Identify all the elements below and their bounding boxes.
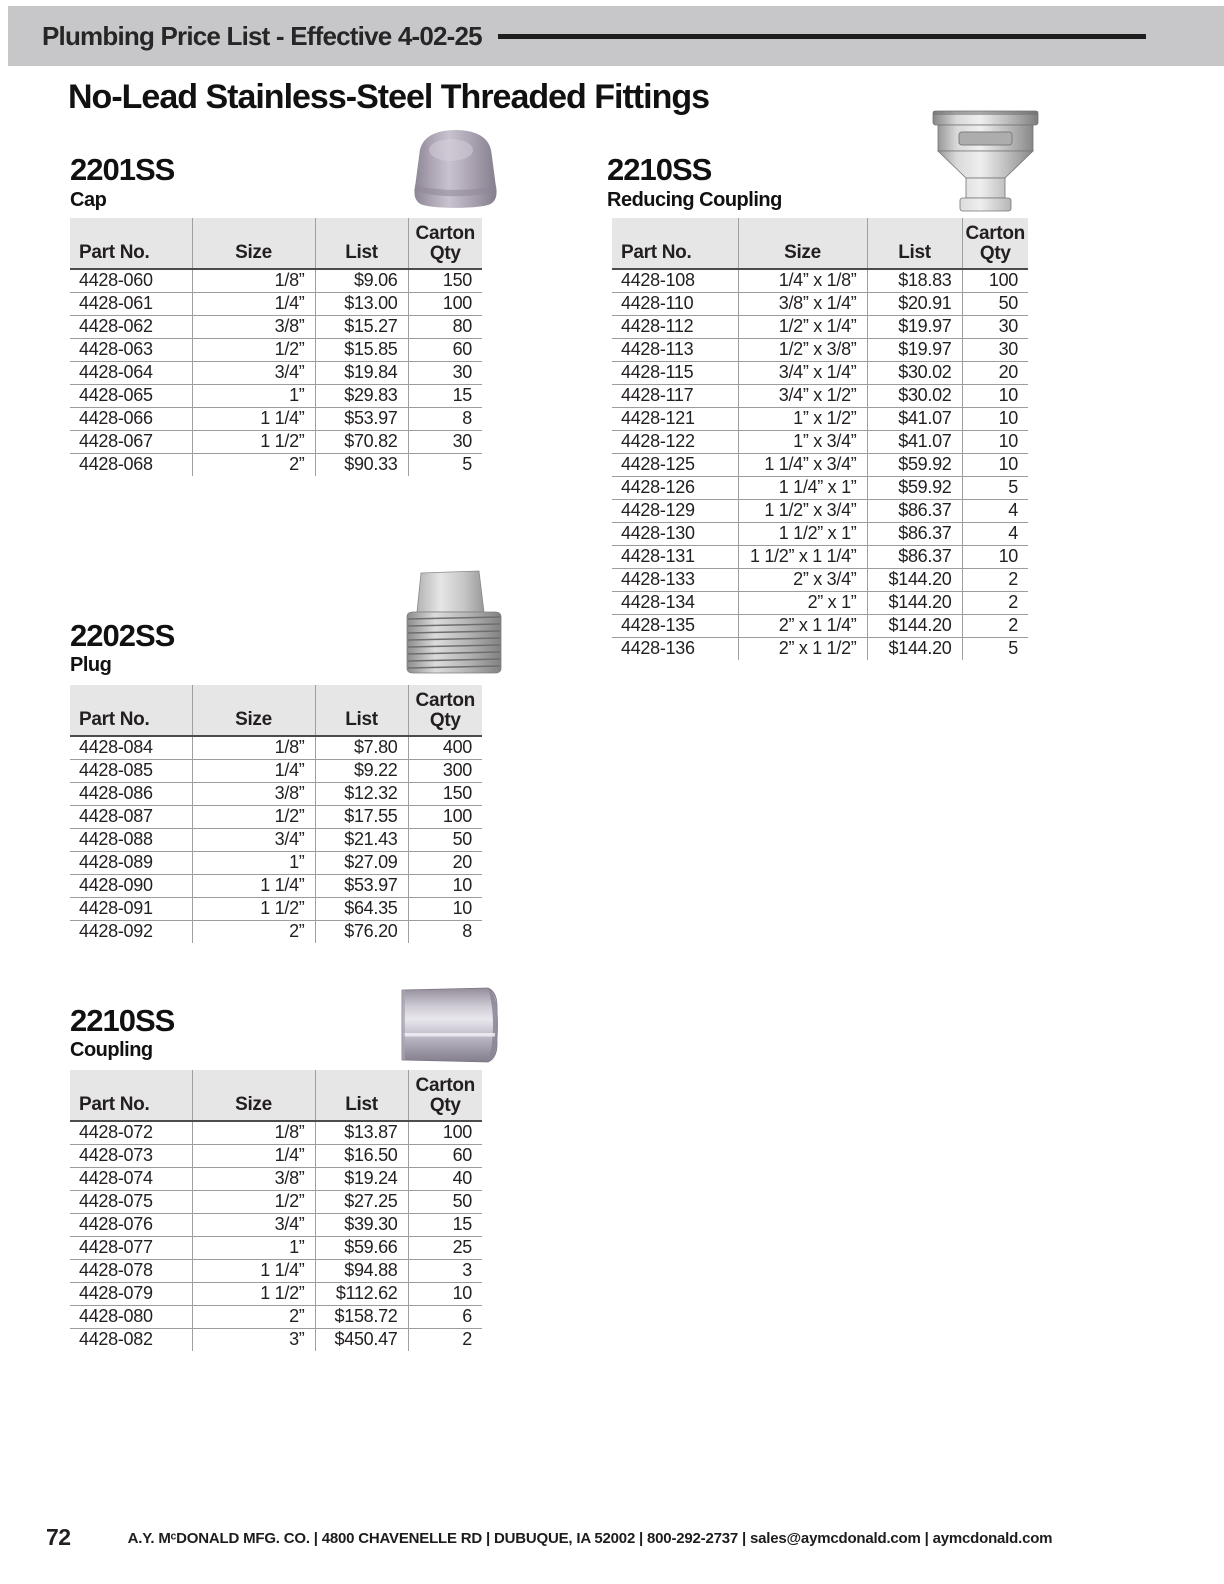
- table-cell: $53.97: [315, 874, 408, 897]
- table-cell: 4428-085: [70, 759, 192, 782]
- table-cell: $64.35: [315, 897, 408, 920]
- table-body: [612, 269, 1028, 660]
- table-cell: 30: [408, 361, 482, 384]
- table-cell: 4428-080: [70, 1305, 192, 1328]
- table-cell: 5: [962, 476, 1028, 499]
- table-cell: 1”: [192, 384, 315, 407]
- table-cell: $450.47: [315, 1328, 408, 1351]
- table-cell: $13.00: [315, 292, 408, 315]
- product-name-plug: Plug: [70, 654, 112, 676]
- table-cell: 2” x 1 1/4”: [738, 614, 867, 637]
- page-number: 72: [46, 1524, 71, 1550]
- table-row: [612, 269, 1028, 292]
- table-cell: 2”: [192, 920, 315, 943]
- table-cell: 4428-112: [612, 315, 738, 338]
- reducing-coupling-price-table: [612, 218, 1028, 660]
- table-cell: $19.24: [315, 1167, 408, 1190]
- table-cell: 50: [408, 828, 482, 851]
- table-cell: 4428-063: [70, 338, 192, 361]
- table-cell: $16.50: [315, 1144, 408, 1167]
- table-cell: 15: [408, 1213, 482, 1236]
- table-cell: $53.97: [315, 407, 408, 430]
- table-cell: 20: [962, 361, 1028, 384]
- product-name-coupling: Coupling: [70, 1039, 153, 1061]
- coupling-product-image: [398, 986, 500, 1064]
- table-cell: $18.83: [867, 269, 962, 292]
- table-header-row: [70, 685, 482, 736]
- table-cell: 3/4”: [192, 361, 315, 384]
- table-cell: 1 1/2” x 1 1/4”: [738, 545, 867, 568]
- table-row: [612, 545, 1028, 568]
- table-row: [70, 736, 482, 759]
- column-header-part-no: Part No.: [70, 218, 192, 269]
- table-cell: 15: [408, 384, 482, 407]
- table-cell: 4428-065: [70, 384, 192, 407]
- table-cell: 1 1/2” x 3/4”: [738, 499, 867, 522]
- model-number-reducing-coupling: 2210SS: [607, 152, 712, 187]
- table-cell: 4428-113: [612, 338, 738, 361]
- table-header-row: [70, 218, 482, 269]
- table-row: [612, 637, 1028, 660]
- column-header-carton-qty: [962, 218, 1028, 269]
- table-cell: 1/8”: [192, 269, 315, 292]
- table-cell: 4428-088: [70, 828, 192, 851]
- table-cell: 3/8”: [192, 1167, 315, 1190]
- table-cell: 10: [408, 874, 482, 897]
- table-cell: 4428-082: [79, 1329, 153, 1350]
- table-cell: 4428-136: [621, 638, 695, 659]
- column-header-carton: Carton: [415, 223, 475, 244]
- table-cell: $19.84: [315, 361, 408, 384]
- table-cell: 4428-117: [612, 384, 738, 407]
- table-cell: 4428-072: [70, 1121, 192, 1144]
- table-header: [612, 218, 1028, 269]
- column-header-size: Size: [192, 1070, 315, 1121]
- table-cell: 4428-076: [70, 1213, 192, 1236]
- table-cell: 4428-078: [70, 1259, 192, 1282]
- product-name-reducing-coupling: Reducing Coupling: [607, 189, 782, 211]
- header-rule-line: [498, 34, 1146, 39]
- table-cell: 4428-075: [70, 1190, 192, 1213]
- column-header-list: List: [867, 218, 962, 269]
- table-cell: $41.07: [867, 407, 962, 430]
- table-row: [70, 1236, 482, 1259]
- table-cell: 4428-090: [70, 874, 192, 897]
- column-header-list: List: [315, 218, 408, 269]
- table-row: [612, 453, 1028, 476]
- table-cell: 4428-074: [70, 1167, 192, 1190]
- table-row: [70, 851, 482, 874]
- table-row: [70, 828, 482, 851]
- table-cell: 400: [408, 736, 482, 759]
- table-cell: 10: [408, 1282, 482, 1305]
- table-cell: 4428-089: [70, 851, 192, 874]
- table-cell: 1/2”: [192, 805, 315, 828]
- table-cell: 2” x 3/4”: [738, 568, 867, 591]
- table-cell: 3/8”: [192, 782, 315, 805]
- table-row: [612, 407, 1028, 430]
- table-row: [70, 430, 482, 453]
- table-cell: $13.87: [315, 1121, 408, 1144]
- table-cell: 4428-134: [612, 591, 738, 614]
- table-cell: $17.55: [315, 805, 408, 828]
- table-cell: $27.09: [315, 851, 408, 874]
- table-cell: $15.27: [315, 315, 408, 338]
- table-cell: $144.20: [867, 591, 962, 614]
- table-cell: 1/8”: [192, 736, 315, 759]
- table-row: [612, 292, 1028, 315]
- table-row: [612, 522, 1028, 545]
- table-cell: 4428-073: [70, 1144, 192, 1167]
- table-row: [70, 338, 482, 361]
- table-cell: 10: [962, 430, 1028, 453]
- reducing-coupling-product-image: [928, 106, 1043, 213]
- page-title: No-Lead Stainless-Steel Threaded Fittings: [68, 78, 710, 116]
- table-row: [70, 920, 482, 943]
- table-cell: 4428-084: [70, 736, 192, 759]
- table-cell: 2”: [192, 1305, 315, 1328]
- table-cell: 1 1/4”: [192, 874, 315, 897]
- table-cell: 4428-131: [612, 545, 738, 568]
- table-cell: 6: [408, 1305, 482, 1328]
- table-cell: 1/2” x 3/8”: [738, 338, 867, 361]
- table-cell: 10: [962, 545, 1028, 568]
- plug-price-table: [70, 685, 482, 943]
- table-cell: 50: [962, 292, 1028, 315]
- table-cell: 4428-062: [70, 315, 192, 338]
- table-cell: 2”: [192, 453, 315, 476]
- table-cell: $86.37: [867, 545, 962, 568]
- table-cell: 30: [962, 315, 1028, 338]
- table-row: [70, 759, 482, 782]
- table-cell: $19.97: [867, 338, 962, 361]
- table-cell: 1 1/4”: [192, 1259, 315, 1282]
- table-row: [612, 315, 1028, 338]
- table-cell: 4428-108: [612, 269, 738, 292]
- table-cell: $144.20: [867, 637, 962, 660]
- table-cell: 40: [408, 1167, 482, 1190]
- table-cell: 8: [408, 920, 482, 943]
- table-cell: 10: [962, 384, 1028, 407]
- table-row: [70, 292, 482, 315]
- product-name-cap: Cap: [70, 189, 107, 211]
- table-cell: 100: [408, 805, 482, 828]
- table-cell: 4428-091: [70, 897, 192, 920]
- table-cell: $86.37: [867, 499, 962, 522]
- table-cell: $30.02: [867, 361, 962, 384]
- table-cell: 4428-060: [70, 269, 192, 292]
- table-cell: $94.88: [315, 1259, 408, 1282]
- table-cell: $15.85: [315, 338, 408, 361]
- table-cell: 3”: [192, 1328, 315, 1351]
- table-cell: 4: [962, 522, 1028, 545]
- table-cell: $144.20: [867, 614, 962, 637]
- top-bar: [8, 6, 1224, 66]
- table-row: [70, 897, 482, 920]
- table-cell: 4428-121: [612, 407, 738, 430]
- table-cell: $158.72: [315, 1305, 408, 1328]
- model-number-cap: 2201SS: [70, 152, 175, 187]
- table-cell: 100: [408, 1121, 482, 1144]
- table-cell: 4428-086: [70, 782, 192, 805]
- table-cell: 4428-110: [612, 292, 738, 315]
- table-cell: 50: [408, 1190, 482, 1213]
- table-cell: 1 1/2”: [192, 430, 315, 453]
- column-header-carton-qty: [408, 685, 482, 736]
- table-body: [70, 1121, 482, 1351]
- table-cell: 5: [408, 453, 482, 476]
- table-cell: 3/8”: [192, 315, 315, 338]
- table-cell: $86.37: [867, 522, 962, 545]
- coupling-price-table: [70, 1070, 482, 1351]
- table-cell: 4428-126: [612, 476, 738, 499]
- table-cell: 300: [408, 759, 482, 782]
- column-header-part-no: Part No.: [70, 1070, 192, 1121]
- table-cell: 4428-135: [612, 614, 738, 637]
- table-row: [612, 568, 1028, 591]
- table-cell: 150: [408, 269, 482, 292]
- table-row: [70, 1259, 482, 1282]
- table-cell: 4428-061: [70, 292, 192, 315]
- table-cell: 4428-079: [70, 1282, 192, 1305]
- table-row: [70, 315, 482, 338]
- table-cell: $9.22: [315, 759, 408, 782]
- column-header-part-no: Part No.: [612, 218, 738, 269]
- table-header: [70, 1070, 482, 1121]
- model-number-plug: 2202SS: [70, 618, 175, 653]
- table-cell: $12.32: [315, 782, 408, 805]
- table-cell: 8: [408, 407, 482, 430]
- table-cell: 4428-092: [79, 921, 153, 942]
- table-cell: 3/4” x 1/2”: [738, 384, 867, 407]
- column-header-size: Size: [192, 685, 315, 736]
- table-row: [70, 1305, 482, 1328]
- table-cell: 2: [962, 591, 1028, 614]
- column-header-qty: Qty: [429, 1095, 461, 1116]
- table-row: [70, 1121, 482, 1144]
- table-row: [70, 361, 482, 384]
- table-cell: 100: [408, 292, 482, 315]
- table-row: [70, 407, 482, 430]
- table-cell: 5: [962, 637, 1028, 660]
- table-cell: 1”: [192, 851, 315, 874]
- table-cell: 20: [408, 851, 482, 874]
- table-cell: 1/4”: [192, 759, 315, 782]
- table-body: [70, 269, 482, 476]
- table-cell: 1/8”: [192, 1121, 315, 1144]
- column-header-list: List: [315, 685, 408, 736]
- table-cell: 2: [962, 568, 1028, 591]
- table-cell: 4428-129: [612, 499, 738, 522]
- table-cell: 4428-125: [612, 453, 738, 476]
- table-cell: $39.30: [315, 1213, 408, 1236]
- table-cell: 1” x 3/4”: [738, 430, 867, 453]
- table-row: [70, 453, 482, 476]
- table-cell: 10: [962, 407, 1028, 430]
- table-cell: 4428-077: [70, 1236, 192, 1259]
- table-cell: $27.25: [315, 1190, 408, 1213]
- table-row: [612, 476, 1028, 499]
- column-header-qty: Qty: [429, 710, 461, 731]
- table-cell: 100: [962, 269, 1028, 292]
- table-cell: 1 1/2”: [192, 1282, 315, 1305]
- table-cell: $7.80: [315, 736, 408, 759]
- table-cell: $20.91: [867, 292, 962, 315]
- table-cell: 2: [962, 614, 1028, 637]
- column-header-carton: Carton: [965, 223, 1025, 244]
- table-row: [70, 782, 482, 805]
- table-cell: 1/2”: [192, 338, 315, 361]
- cap-product-image: [407, 128, 504, 212]
- model-number-coupling: 2210SS: [70, 1003, 175, 1038]
- column-header-size: Size: [192, 218, 315, 269]
- plug-product-image: [405, 568, 503, 674]
- table-cell: $144.20: [867, 568, 962, 591]
- table-cell: 4428-066: [70, 407, 192, 430]
- table-row: [70, 805, 482, 828]
- table-cell: 1/4”: [192, 292, 315, 315]
- document-title: Plumbing Price List - Effective 4-02-25: [42, 20, 482, 51]
- table-cell: 2” x 1 1/2”: [738, 637, 867, 660]
- column-header-size: Size: [738, 218, 867, 269]
- table-cell: 10: [408, 897, 482, 920]
- table-cell: 4428-064: [70, 361, 192, 384]
- column-header-qty: Qty: [429, 243, 461, 264]
- table-row: [70, 874, 482, 897]
- table-row: [70, 1144, 482, 1167]
- table-row: [70, 1167, 482, 1190]
- table-cell: 1 1/2” x 1”: [738, 522, 867, 545]
- table-cell: 1”: [192, 1236, 315, 1259]
- table-header: [70, 685, 482, 736]
- table-cell: 3/4”: [192, 1213, 315, 1236]
- table-row: [612, 361, 1028, 384]
- table-row: [612, 614, 1028, 637]
- table-cell: 1/2” x 1/4”: [738, 315, 867, 338]
- table-cell: 60: [408, 1144, 482, 1167]
- table-cell: $59.92: [867, 453, 962, 476]
- table-cell: $41.07: [867, 430, 962, 453]
- table-cell: 4428-067: [70, 430, 192, 453]
- column-header-carton-qty: [408, 218, 482, 269]
- table-cell: 4428-115: [612, 361, 738, 384]
- table-cell: $76.20: [315, 920, 408, 943]
- table-cell: $59.66: [315, 1236, 408, 1259]
- table-cell: 30: [962, 338, 1028, 361]
- table-cell: $112.62: [315, 1282, 408, 1305]
- table-cell: 2” x 1”: [738, 591, 867, 614]
- table-header-row: [612, 218, 1028, 269]
- table-row: [70, 384, 482, 407]
- table-body: [70, 736, 482, 943]
- table-row: [612, 591, 1028, 614]
- table-cell: 4428-122: [612, 430, 738, 453]
- table-cell: $59.92: [867, 476, 962, 499]
- table-cell: 1 1/4” x 3/4”: [738, 453, 867, 476]
- table-cell: 1 1/4”: [192, 407, 315, 430]
- table-cell: 3/8” x 1/4”: [738, 292, 867, 315]
- table-cell: 1” x 1/2”: [738, 407, 867, 430]
- table-cell: 1/2”: [192, 1190, 315, 1213]
- table-cell: 3/4” x 1/4”: [738, 361, 867, 384]
- table-row: [70, 1190, 482, 1213]
- table-cell: 1/4”: [192, 1144, 315, 1167]
- table-cell: 4: [962, 499, 1028, 522]
- table-cell: 4428-133: [612, 568, 738, 591]
- table-row: [70, 1282, 482, 1305]
- table-cell: 1/4” x 1/8”: [738, 269, 867, 292]
- table-cell: $70.82: [315, 430, 408, 453]
- cap-price-table: [70, 218, 482, 476]
- table-row: [70, 1213, 482, 1236]
- table-cell: 80: [408, 315, 482, 338]
- table-cell: $90.33: [315, 453, 408, 476]
- table-row: [612, 338, 1028, 361]
- table-row: [612, 499, 1028, 522]
- column-header-part-no: Part No.: [70, 685, 192, 736]
- table-cell: 25: [408, 1236, 482, 1259]
- table-header-row: [70, 1070, 482, 1121]
- column-header-carton: Carton: [415, 690, 475, 711]
- table-cell: $19.97: [867, 315, 962, 338]
- table-cell: 4428-068: [79, 454, 153, 475]
- table-cell: $21.43: [315, 828, 408, 851]
- table-cell: 60: [408, 338, 482, 361]
- table-cell: 30: [408, 430, 482, 453]
- table-cell: 2: [408, 1328, 482, 1351]
- column-header-list: List: [315, 1070, 408, 1121]
- footer-company-info: A.Y. MᶜDONALD MFG. CO. | 4800 CHAVENELLE RD | DUBUQUE, IA 52002 | 800-292-2737 | sales@aymcdonald.com | aymcdonald.com: [127, 1530, 1053, 1547]
- table-cell: 3/4”: [192, 828, 315, 851]
- table-cell: 1 1/2”: [192, 897, 315, 920]
- table-cell: $29.83: [315, 384, 408, 407]
- table-cell: 3: [408, 1259, 482, 1282]
- table-row: [70, 1328, 482, 1351]
- table-cell: 4428-087: [70, 805, 192, 828]
- table-cell: 1 1/4” x 1”: [738, 476, 867, 499]
- table-cell: 10: [962, 453, 1028, 476]
- table-cell: 4428-130: [612, 522, 738, 545]
- table-cell: 150: [408, 782, 482, 805]
- table-cell: $30.02: [867, 384, 962, 407]
- column-header-carton-qty: [408, 1070, 482, 1121]
- table-cell: $9.06: [315, 269, 408, 292]
- table-row: [612, 430, 1028, 453]
- table-header: [70, 218, 482, 269]
- table-row: [70, 269, 482, 292]
- column-header-carton: Carton: [415, 1075, 475, 1096]
- column-header-qty: Qty: [979, 243, 1011, 264]
- table-row: [612, 384, 1028, 407]
